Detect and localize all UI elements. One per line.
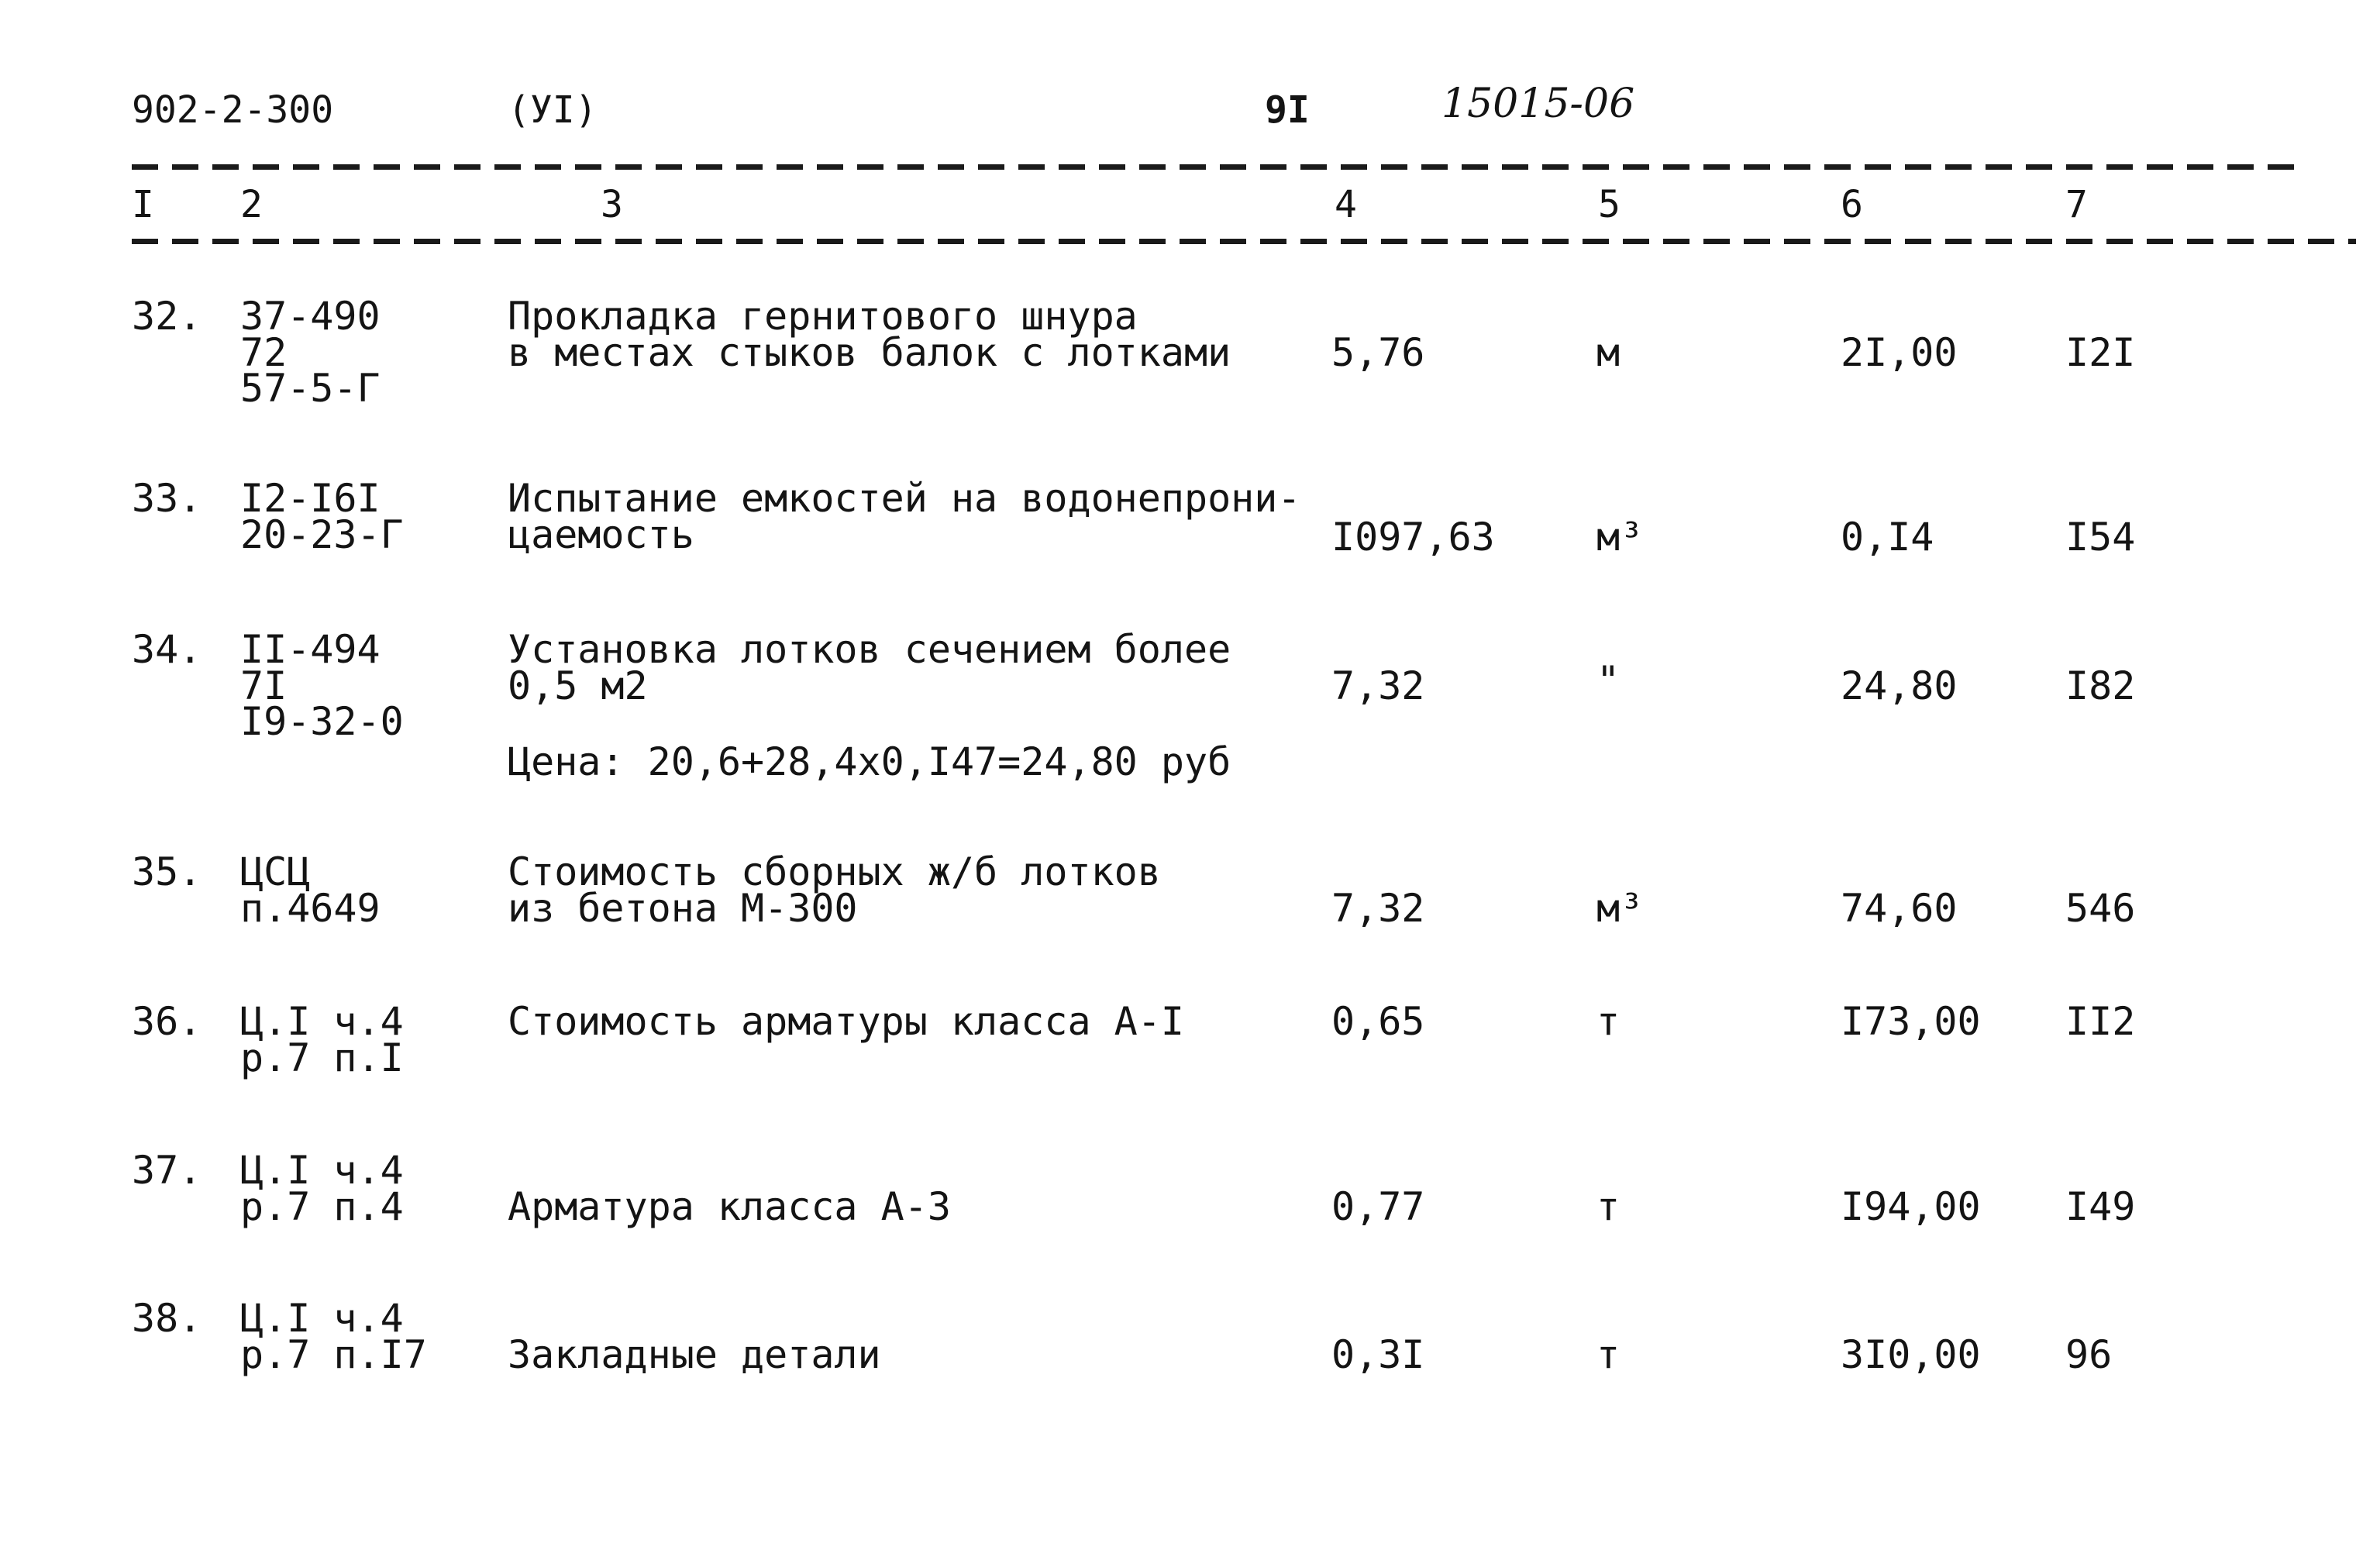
column-header-2: 2: [240, 183, 263, 226]
row-total: 546: [2065, 886, 2136, 931]
row-price-note: Цена: 20,6+28,4х0,I47=24,80 руб: [508, 739, 1231, 784]
row-description-line: цаемость: [508, 512, 694, 557]
row-description-line: Установка лотков сечением более: [508, 627, 1231, 672]
document-number: 902-2-300: [132, 88, 334, 132]
row-unit-price: 3I0,00: [1841, 1332, 1981, 1377]
row-quantity: 7,32: [1331, 663, 1425, 708]
row-quantity: 0,65: [1331, 999, 1425, 1044]
row-reference-line: I9-32-0: [240, 699, 404, 744]
row-total: I82: [2065, 663, 2136, 708]
row-number: 34.: [132, 627, 202, 672]
row-reference-line: 72: [240, 330, 288, 375]
row-total: I49: [2065, 1184, 2136, 1229]
column-header-4: 4: [1335, 183, 1357, 226]
row-reference-line: Ц.I ч.4: [240, 1148, 404, 1193]
row-number: 32.: [132, 294, 202, 339]
row-number: 37.: [132, 1148, 202, 1193]
row-number: 36.: [132, 999, 202, 1044]
row-description-line: в местах стыков балок с лотками: [508, 330, 1231, 375]
row-reference-line: Ц.I ч.4: [240, 999, 404, 1044]
row-unit-price: 0,I4: [1841, 515, 1934, 560]
row-total: II2: [2065, 999, 2136, 1044]
row-unit-price: I73,00: [1841, 999, 1981, 1044]
row-reference-line: Ц.I ч.4: [240, 1296, 404, 1341]
handwritten-code: 15015-06: [1441, 81, 1635, 127]
row-quantity: 7,32: [1331, 886, 1425, 931]
row-unit: м³: [1596, 886, 1644, 931]
row-total: I2I: [2065, 330, 2136, 375]
row-unit: т: [1596, 1184, 1621, 1229]
row-description-line: Арматура класса А-3: [508, 1184, 951, 1229]
row-reference-line: р.7 п.I7: [240, 1332, 427, 1377]
row-total: 96: [2065, 1332, 2113, 1377]
row-unit: т: [1596, 1332, 1621, 1377]
document-part: (УI): [508, 88, 598, 132]
row-description-line: Закладные детали: [508, 1332, 881, 1377]
row-unit-price: I94,00: [1841, 1184, 1981, 1229]
column-header-6: 6: [1841, 183, 1863, 226]
row-reference-line: 7I: [240, 663, 288, 708]
row-reference-line: п.4649: [240, 886, 381, 931]
row-description-line: Стоимость сборных ж/б лотков: [508, 849, 1161, 894]
row-quantity: 0,77: [1331, 1184, 1425, 1229]
row-unit: м: [1596, 330, 1621, 375]
row-reference-line: 20-23-Г: [240, 512, 404, 557]
row-number: 38.: [132, 1296, 202, 1341]
row-reference-line: II-494: [240, 627, 381, 672]
row-description-line: 0,5 м2: [508, 663, 648, 708]
row-number: 35.: [132, 849, 202, 894]
row-description-line: Стоимость арматуры класса А-I: [508, 999, 1184, 1044]
header-top-rule: [132, 164, 2294, 170]
row-reference-line: ЦСЦ: [240, 849, 311, 894]
row-unit-price: 24,80: [1841, 663, 1958, 708]
row-reference-line: 57-5-Г: [240, 366, 381, 411]
row-reference-line: 37-490: [240, 294, 381, 339]
row-description-line: Прокладка гернитового шнура: [508, 294, 1138, 339]
column-header-5: 5: [1598, 183, 1621, 226]
row-reference-line: р.7 п.4: [240, 1184, 404, 1229]
row-description-line: из бетона М-300: [508, 886, 858, 931]
row-description-line: Испытание емкостей на водонепрони-: [508, 476, 1301, 521]
column-header-3: 3: [601, 183, 623, 226]
row-number: 33.: [132, 476, 202, 521]
row-unit: ": [1596, 658, 1621, 703]
row-quantity: 0,3I: [1331, 1332, 1425, 1377]
row-unit-price: 74,60: [1841, 886, 1958, 931]
row-unit: т: [1596, 999, 1621, 1044]
row-reference-line: р.7 п.I: [240, 1035, 404, 1080]
row-unit-price: 2I,00: [1841, 330, 1958, 375]
column-header-7: 7: [2065, 183, 2088, 226]
column-header-1: I: [132, 183, 154, 226]
row-quantity: I097,63: [1331, 515, 1495, 560]
page-number: 9I: [1265, 88, 1310, 132]
header-bottom-rule: [132, 239, 2356, 244]
row-unit: м³: [1596, 515, 1644, 560]
row-quantity: 5,76: [1331, 330, 1425, 375]
row-total: I54: [2065, 515, 2136, 560]
row-reference-line: I2-I6I: [240, 476, 381, 521]
